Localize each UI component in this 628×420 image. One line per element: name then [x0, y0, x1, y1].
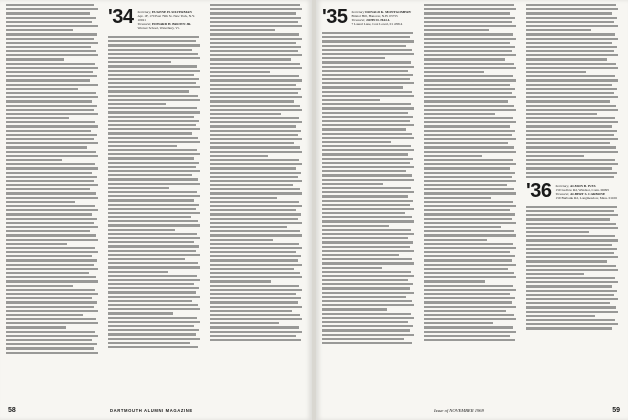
treasurer-address: 159 Burbank Rd, Longmeadow, Mass. 01106 — [555, 195, 617, 200]
secretary-label: Secretary, — [555, 183, 570, 188]
secretary-name: DONALD K. MONTGOMERY — [365, 10, 412, 14]
right-column-2 — [424, 4, 520, 398]
right-page — [316, 0, 628, 420]
secretary-name: EUGENE H. SILVERMAN — [151, 10, 192, 14]
secretary-address: Bristol Hill, Hanover, N.H. 03755 — [351, 14, 398, 18]
body-text-block — [424, 4, 520, 341]
body-text-block — [210, 4, 306, 341]
treasurer-address: Weaver School, Waterbury, Vt. — [137, 26, 180, 30]
treasurer-name: JOHN D. HALL — [365, 18, 391, 22]
secretary-name: ALMON B. IVES — [569, 183, 596, 188]
treasurer-label: Treasurer, — [351, 18, 366, 22]
left-column-1 — [6, 4, 102, 398]
page-number: 58 — [8, 407, 16, 414]
secretary-address: Apt. 1F, 170 East 79th St. New York, N.Y. 10021 — [137, 14, 195, 22]
left-column-3 — [210, 4, 306, 398]
treasurer-label: Treasurer, — [555, 191, 570, 196]
body-text-block — [6, 4, 102, 354]
class-year: '34 — [108, 6, 134, 28]
class-year: '36 — [526, 179, 552, 202]
left-column-2 — [108, 4, 204, 398]
left-page — [0, 0, 312, 420]
secretary-label: Secretary, — [137, 10, 152, 14]
class-1934-heading — [108, 8, 204, 30]
treasurer-address: 7 Laurel Lane, Cost Lowel, 01 45814 — [351, 22, 403, 26]
class-officers — [556, 184, 617, 200]
right-column-3 — [526, 4, 622, 398]
body-text-block — [108, 36, 204, 348]
class-officers — [352, 10, 412, 26]
class-1936-heading — [526, 179, 622, 202]
page-number: 59 — [612, 407, 620, 414]
treasurer-name: ALBERT S. CARBONE — [569, 191, 606, 196]
class-year: '35 — [322, 6, 348, 28]
body-text-block — [526, 4, 622, 178]
right-footer — [316, 404, 628, 414]
body-text-block — [526, 206, 622, 330]
right-column-1 — [322, 4, 418, 398]
class-officers — [138, 10, 204, 30]
class-1935-heading — [322, 8, 418, 26]
left-footer — [0, 404, 312, 414]
magazine-title: DARTMOUTH ALUMNI MAGAZINE — [110, 408, 193, 413]
secretary-address: 150 Ludlow Rd, Windsor, Conn. 06095 — [555, 187, 610, 192]
issue-date: Issue of NOVEMBER 1969 — [434, 408, 484, 413]
body-text-block — [322, 32, 418, 344]
treasurer-name: EDWARD H. BROWN JR. — [151, 22, 192, 26]
treasurer-label: Treasurer, — [137, 22, 152, 26]
secretary-label: Secretary — [351, 10, 365, 14]
